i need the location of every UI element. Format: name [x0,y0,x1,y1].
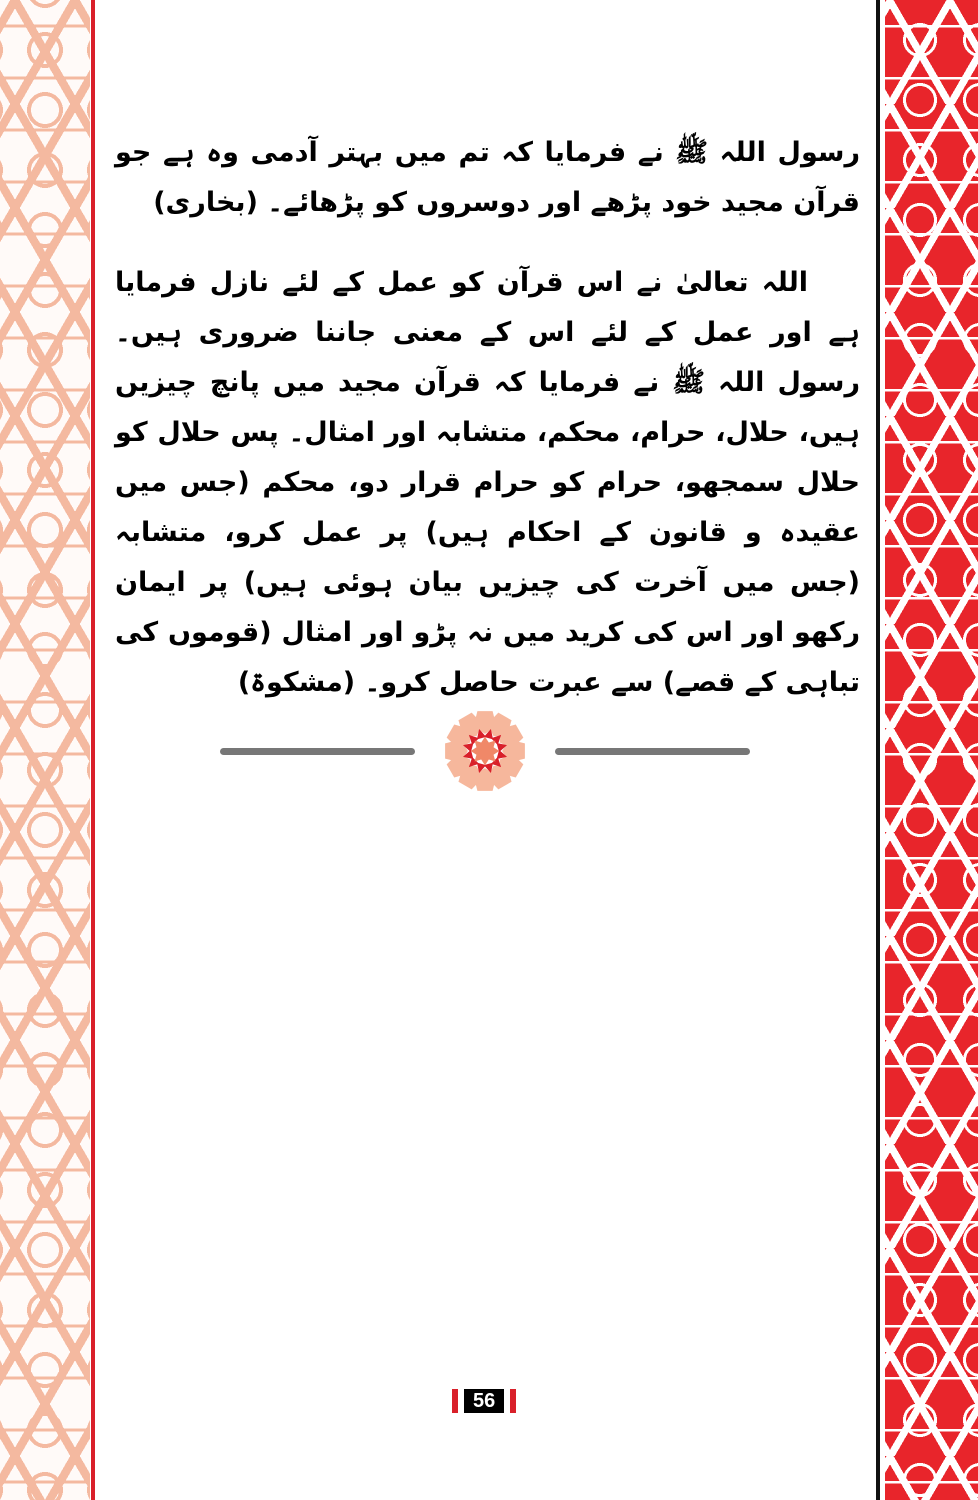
paragraph-hadith-bukhari: رسول اللہ ﷺ نے فرمایا کہ تم میں بہتر آدمی وہ ہے جو قرآن مجید خود پڑھے اور دوسروں کو پڑھائے۔ (بخاری) [115,137,860,218]
rosette-icon [430,710,540,792]
left-decorative-border [0,0,90,1500]
page-number [452,1389,516,1413]
divider-line-right [555,748,750,755]
page-number-bar-left [452,1389,458,1413]
paragraph-quran-five-things: اللہ تعالیٰ نے اس قرآن کو عمل کے لئے نازل فرمایا ہے اور عمل کے لئے اس کے معنی جاننا ضروری ہیں۔ رسول اللہ ﷺ نے فرمایا کہ قرآن مجید میں پانچ چیزیں ہیں، حلال، حرام، محکم، متشابہ اور امثال۔ پس حلال کو حلال سمجھو، حرام کو حرام قرار دو، محکم (جس میں عقیدہ و قانون کے احکام ہیں) پر عمل کرو، متشابہ (جس میں آخرت کی چیزیں بیان ہوئی ہیں) پر ایمان رکھو اور اس کی کرید میں نہ پڑو اور امثال (قوموں کی تباہی کے قصے) سے عبرت حاصل کرو۔ (مشکوۃ) [115,267,860,698]
left-red-rule [91,0,95,1500]
section-divider [220,710,750,790]
right-decorative-border [885,0,978,1500]
page-content [115,128,860,708]
page-number-bar-right [510,1389,516,1413]
right-black-rule [876,0,880,1500]
page-number-label: 56 [464,1389,504,1413]
divider-line-left [220,748,415,755]
